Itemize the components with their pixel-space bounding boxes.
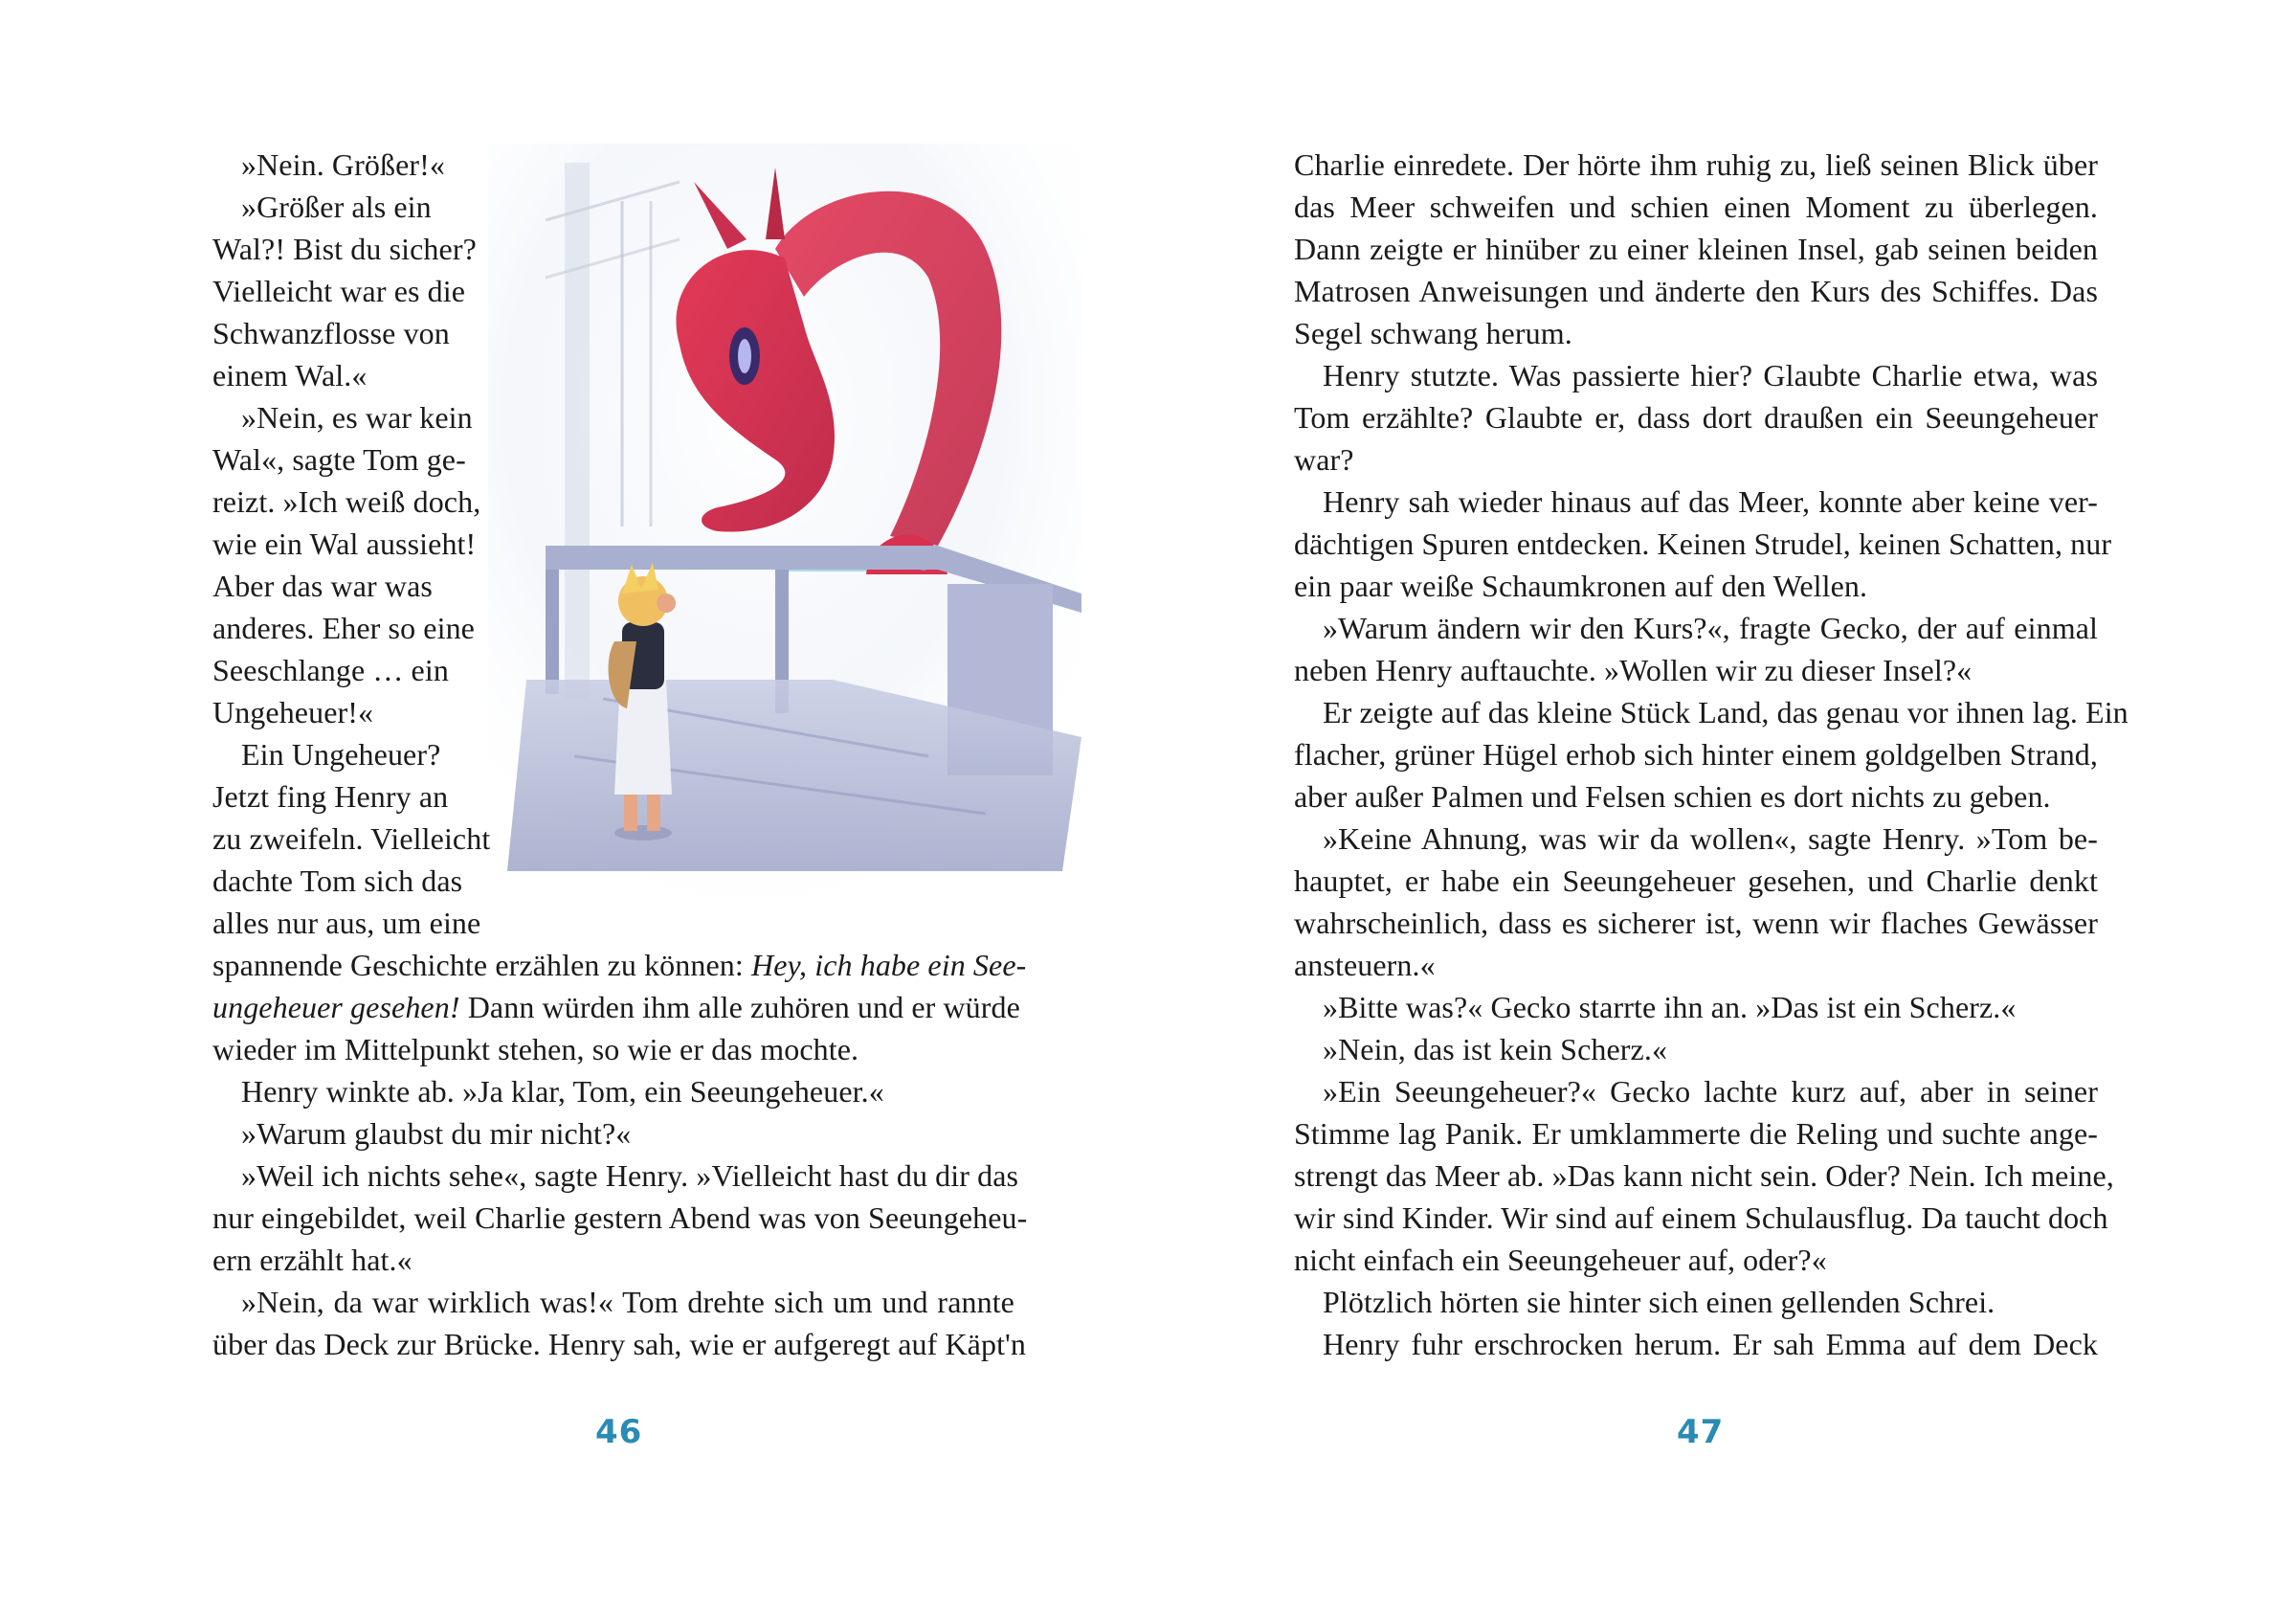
text-line: Henry sah wieder hinaus auf das Meer, konnte aber keine ver- xyxy=(1323,484,2098,519)
text-line: Aber das war was xyxy=(212,569,433,603)
text-line: wie ein Wal aussieht! xyxy=(212,527,477,561)
text-line: Er zeigte auf das kleine Stück Land, das genau vor ihnen lag. Ein xyxy=(1323,695,2129,729)
text-line: »Bitte was?« Gecko starrte ihn an. »Das ist ein Scherz.« xyxy=(1323,990,2017,1024)
text-line: nicht einfach ein Seeungeheuer auf, oder?« xyxy=(1294,1243,1827,1277)
text-line: »Warum glaubst du mir nicht?« xyxy=(241,1116,632,1151)
text-line-mixed: ungeheuer gesehen! Dann würden ihm alle zuhören und er würde xyxy=(212,990,1020,1024)
text-line: wahrscheinlich, dass es sicherer ist, wenn wir flaches Gewässer xyxy=(1294,906,2098,940)
text-line: alles nur aus, um eine xyxy=(212,906,481,940)
text-line: dächtigen Spuren entdecken. Keinen Strudel, keinen Schatten, nur xyxy=(1294,527,2112,561)
text-line: wir sind Kinder. Wir sind auf einem Schulausflug. Da taucht doch xyxy=(1294,1200,2108,1235)
text-line: Segel schwang herum. xyxy=(1294,316,1572,350)
text-line: Jetzt fing Henry an xyxy=(212,779,449,814)
text-line: »Keine Ahnung, was wir da wollen«, sagte Henry. »Tom be- xyxy=(1323,821,2098,856)
text-line-mixed: spannende Geschichte erzählen zu können: Hey, ich habe ein See- xyxy=(212,948,1027,982)
text-line: Ungeheuer!« xyxy=(212,695,374,729)
text-line: strengt das Meer ab. »Das kann nicht sein. Oder? Nein. Ich meine, xyxy=(1294,1158,2114,1193)
text-line: Wal«, sagte Tom ge- xyxy=(212,442,466,477)
text-line: Stimme lag Panik. Er umklammerte die Reling und suchte ange- xyxy=(1294,1116,2098,1151)
text-line: ansteuern.« xyxy=(1294,948,1436,982)
text-line: »Nein, das ist kein Scherz.« xyxy=(1323,1032,1668,1066)
text-line: neben Henry auftauchte. »Wollen wir zu dieser Insel?« xyxy=(1294,653,1973,687)
text-line: wieder im Mittelpunkt stehen, so wie er das mochte. xyxy=(212,1032,859,1066)
text-line: das Meer schweifen und schien einen Moment zu überlegen. xyxy=(1294,190,2098,224)
text-line: einem Wal.« xyxy=(212,358,368,392)
text-line: reizt. »Ich weiß doch, xyxy=(212,484,481,519)
text-line: flacher, grüner Hügel erhob sich hinter einem goldgelben Strand, xyxy=(1294,737,2098,772)
text-line: »Warum ändern wir den Kurs?«, fragte Gecko, der auf einmal xyxy=(1323,611,2098,645)
page-number: 46 xyxy=(595,1413,643,1451)
text-line: Charlie einredete. Der hörte ihm ruhig zu, ließ seinen Blick über xyxy=(1294,147,2098,182)
text-line: Tom erzählte? Glaubte er, dass dort draußen ein Seeungeheuer xyxy=(1294,400,2098,435)
text-line: Seeschlange … ein xyxy=(212,653,449,687)
text-line: »Nein, es war kein xyxy=(241,400,473,435)
text-line: über das Deck zur Brücke. Henry sah, wie er aufgeregt auf Käpt'n xyxy=(212,1327,1027,1361)
text-line: »Nein, da war wirklich was!« Tom drehte sich um und rannte xyxy=(241,1285,1014,1319)
text-line: ein paar weiße Schaumkronen auf den Wellen. xyxy=(1294,569,1868,603)
text-line: »Weil ich nichts sehe«, sagte Henry. »Vielleicht hast du dir das xyxy=(241,1158,1019,1193)
text-line: Henry stutzte. Was passierte hier? Glaubte Charlie etwa, was xyxy=(1323,358,2098,392)
text-line: Ein Ungeheuer? xyxy=(241,737,441,772)
text-line: Plötzlich hörten sie hinter sich einen gellenden Schrei. xyxy=(1323,1285,1995,1319)
text-line: »Nein. Größer!« xyxy=(241,147,445,182)
text-line: zu zweifeln. Vielleicht xyxy=(212,821,491,856)
text-line: anderes. Eher so eine xyxy=(212,611,475,645)
text-line: hauptet, er habe ein Seeungeheuer gesehen, und Charlie denkt xyxy=(1294,863,2098,898)
text-line: Henry winkte ab. »Ja klar, Tom, ein Seeungeheuer.« xyxy=(241,1074,884,1109)
sea-serpent-illustration xyxy=(488,144,1081,909)
text-line: Wal?! Bist du sicher? xyxy=(212,232,477,266)
text-line: Henry fuhr erschrocken herum. Er sah Emma auf dem Deck xyxy=(1323,1327,2098,1361)
page-number: 47 xyxy=(1677,1413,1725,1451)
text-line: Schwanzflosse von xyxy=(212,316,450,350)
text-line: Dann zeigte er hinüber zu einer kleinen Insel, gab seinen beiden xyxy=(1294,232,2098,266)
text-line: Vielleicht war es die xyxy=(212,274,466,308)
right-page xyxy=(1148,0,2296,1614)
text-line: ern erzählt hat.« xyxy=(212,1243,412,1277)
text-line: »Größer als ein xyxy=(241,190,432,224)
text-line: war? xyxy=(1294,442,1354,477)
text-line: nur eingebildet, weil Charlie gestern Abend was von Seeungeheu- xyxy=(212,1200,1028,1235)
text-line: aber außer Palmen und Felsen schien es dort nichts zu geben. xyxy=(1294,779,2051,814)
text-line: Matrosen Anweisungen und änderte den Kurs des Schiffes. Das xyxy=(1294,274,2098,308)
text-line: dachte Tom sich das xyxy=(212,863,463,898)
text-line: »Ein Seeungeheuer?« Gecko lachte kurz auf, aber in seiner xyxy=(1323,1074,2098,1109)
